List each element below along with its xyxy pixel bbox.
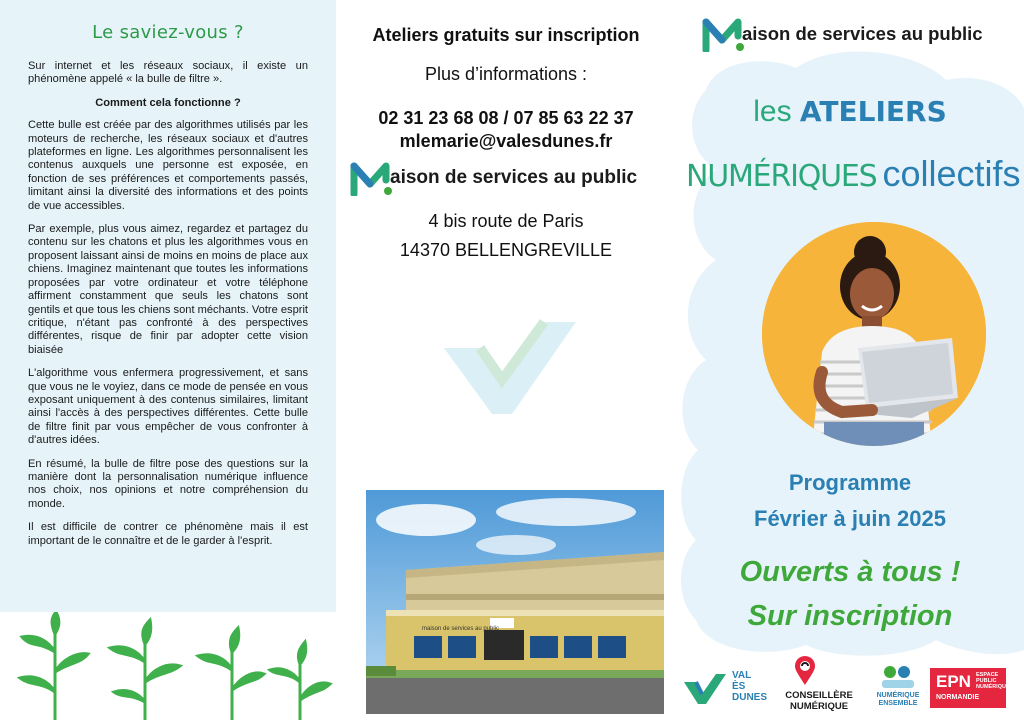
paragraph-conclusion: Il est difficile de contrer ce phénomène mais il est important de le connaître et de le garder à l'esprit.: [28, 521, 308, 547]
epn-main: EPN: [936, 672, 971, 691]
open-to-all: Ouverts à tous !: [739, 556, 961, 588]
paragraph-consequence: L'algorithme vous enfermera progressivement, et sans que vous ne le voyiez, dans ce mode de pensée en vous exposant uniquement à des contenus similaires, limitant ainsi l'accès à des perspectives différentes. Cette bulle de filtre finit par vous empêcher de vous confronter à d'autres idées.: [28, 367, 308, 447]
ne-line-2: ENSEMBLE: [878, 700, 918, 707]
epn-logo: [930, 668, 1010, 708]
plants-illustration: [0, 612, 336, 720]
title-numeriques: NUMÉRIQUES: [686, 159, 877, 194]
vd-line-3: DUNES: [732, 692, 768, 703]
vd-line-2: ÈS: [732, 681, 746, 692]
cn-line-1: CONSEILLÈRE: [785, 690, 853, 701]
workshops-free-heading: Ateliers gratuits sur inscription: [372, 25, 640, 45]
paragraph-question: Comment cela fonctionne ?: [95, 96, 241, 109]
contact-email: mlemarie@valesdunes.fr: [399, 131, 613, 151]
partner-logos: [682, 654, 1024, 720]
val-es-dunes-logo: [682, 668, 772, 714]
paragraph-summary: En résumé, la bulle de filtre pose des questions sur la manière dont la personnalisation numérique influence nos choix, nos opinions et notre compréhension du monde.: [28, 457, 308, 510]
address-line-2: 14370 BELLENGREVILLE: [399, 240, 613, 260]
title-line-2: [686, 153, 1024, 195]
programme-label: Programme: [788, 470, 912, 495]
phone-numbers: 02 31 23 68 08 / 07 85 63 22 37: [378, 108, 634, 128]
location-pin-icon: [794, 656, 816, 686]
paragraph-example: Par exemple, plus vous aimez, regardez et partagez du contenu sur les chatons et plus les algorithmes vous en proposent laissant ainsi de moins en moins de place aux chiens. Imaginez maintenant que toutes les informations proposées par votre ordinateur et votre téléphone affirment constamment que seuls les chatons sont gentils et que tous les chiens sont méchants. Votre esprit critique, n'étant pas confronté à des perspectives différentes, risque de finir par adopter cette vision biaisée: [28, 223, 308, 356]
title-les: les: [753, 95, 792, 128]
msp-logo-header: [702, 16, 983, 52]
epn-region: NORMANDIE: [936, 694, 980, 701]
cn-line-2: NUMÉRIQUE: [789, 701, 849, 712]
epn-sub-2: PUBLIC: [976, 678, 997, 684]
paragraph-explanation: Cette bulle est créée par des algorithmes utilisés par les moteurs de recherche, les réseaux sociaux et d'autres plateformes en ligne. Les algorithmes personnalisent les contenus auxquels une personne est exposée, en fonction de ses préférences et comportements passés, limitant ainsi la diversité des informations et des points de vue accessibles.: [28, 119, 308, 212]
title-line-1: [676, 95, 1024, 129]
woman-with-laptop-photo: [762, 222, 986, 446]
val-es-dunes-watermark-icon: [440, 318, 580, 418]
ne-line-1: NUMÉRIQUE: [876, 692, 920, 699]
building-photo: [366, 490, 664, 714]
registration-required: Sur inscription: [747, 600, 953, 632]
programme-dates: Février à juin 2025: [754, 506, 946, 531]
epn-sub-3: NUMÉRIQUE: [976, 684, 1010, 690]
msp-m-icon: [702, 16, 744, 52]
msp-m-icon: [350, 160, 392, 196]
section-title: Le saviez-vous ?: [92, 22, 244, 43]
more-info-label: Plus d’informations :: [424, 64, 588, 84]
conseillere-numerique-logo: [782, 654, 862, 720]
title-ateliers: ATELIERS: [799, 95, 947, 128]
msp-logo: [350, 160, 637, 196]
val-es-dunes-icon: [682, 672, 728, 706]
info-box: [0, 0, 336, 612]
address-line-1: 4 bis route de Paris: [428, 211, 584, 231]
numerique-ensemble-logo: [868, 664, 928, 720]
people-icon: [878, 664, 918, 690]
article-text: [28, 60, 308, 558]
epn-sub-1: ESPACE: [976, 672, 999, 678]
building-sign: maison de services au public: [422, 626, 500, 632]
left-panel: [0, 0, 336, 720]
paragraph-intro: Sur internet et les réseaux sociaux, il existe un phénomène appelé « la bulle de filtre ».: [28, 60, 308, 86]
vd-line-1: VAL: [732, 670, 752, 681]
msp-label: aison de services au public: [742, 23, 983, 44]
title-collectifs: collectifs: [882, 153, 1021, 194]
msp-label: aison de services au public: [390, 167, 638, 188]
right-panel: [676, 0, 1024, 720]
middle-panel: [336, 0, 676, 720]
